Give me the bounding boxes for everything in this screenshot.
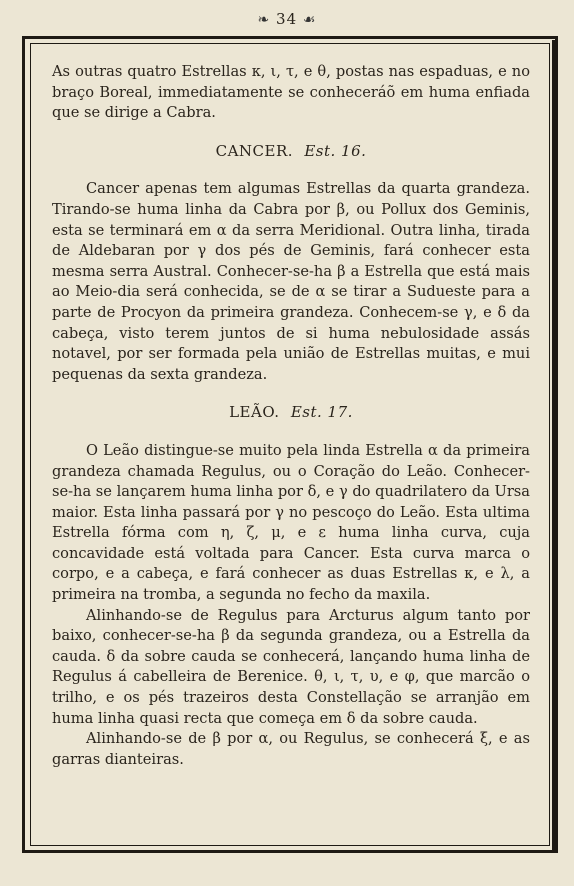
ornament-right-icon: ☙: [302, 12, 317, 28]
section-plate-ref: Est. 17.: [290, 403, 353, 422]
section-title: LEÃO.: [229, 403, 280, 422]
leao-paragraph-2: Alinhando-se de Regulus para Arcturus algum tanto por baixo, conhecer-se-ha β da segunda grandeza, ou a Estrella da cauda. δ da sobre cauda se conhecerá, lançando huma linha de Regulus á cabelleira de Berenice. θ, ι, τ, υ, e φ, que marcão o trilho, e os pés trazeiros desta Constellação se arranjão em huma linha quasi recta que começa em δ da sobre cauda.: [52, 606, 530, 727]
leao-paragraph-3: Alinhando-se de β por α, ou Regulus, se conhecerá ξ, e as garras dianteiras.: [52, 730, 530, 768]
page-content: [52, 62, 530, 770]
ornament-left-icon: ❧: [257, 12, 271, 28]
page-number: 34: [276, 10, 298, 28]
intro-paragraph: As outras quatro Estrellas κ, ι, τ, e θ, postas nas espaduas, e no braço Boreal, immediatamente se conheceráõ em huma enfiada que se dirige a Cabra.: [52, 63, 530, 122]
page-border-shadow: [552, 40, 558, 852]
section-title: CANCER.: [215, 141, 294, 160]
section-heading-leao: [52, 402, 530, 423]
section-plate-ref: Est. 16.: [304, 141, 367, 160]
page-header: [0, 10, 574, 28]
leao-paragraph-1: O Leão distingue-se muito pela linda Estrella α da primeira grandeza chamada Regulus, ou o Coração do Leão. Conhecer-se-ha se lançarem huma linha por δ, e γ do quadrilatero da Ursa maior. Esta linha passará por γ no pescoço do Leão. Esta ultima Estrella fórma com η, ζ, μ, e ε huma linha curva, cuja concavidade está voltada para Cancer. Esta curva marca o corpo, e a cabeça, e fará conhecer as duas Estrellas κ, e λ, a primeira na tromba, a segunda no fecho da maxila.: [52, 441, 530, 604]
cancer-paragraph: Cancer apenas tem algumas Estrellas da quarta grandeza. Tirando-se huma linha da Cabra por β, ou Pollux dos Geminis, esta se terminará em α da serra Meridional. Outra linha, tirada de Aldebaran por γ dos pés de Geminis, fará conhecer esta mesma serra Austral. Conhecer-se-ha β a Estrella que está mais ao Meio-dia será conhecida, se de α se tirar a Sudueste para a parte de Procyon da primeira grandeza. Conhecem-se γ, e δ da cabeça, visto terem juntos de si huma nebulosidade assás notavel, por ser formada pela união de Estrellas muitas, e mui pequenas da sexta grandeza.: [52, 180, 530, 383]
section-heading-cancer: [52, 141, 530, 162]
